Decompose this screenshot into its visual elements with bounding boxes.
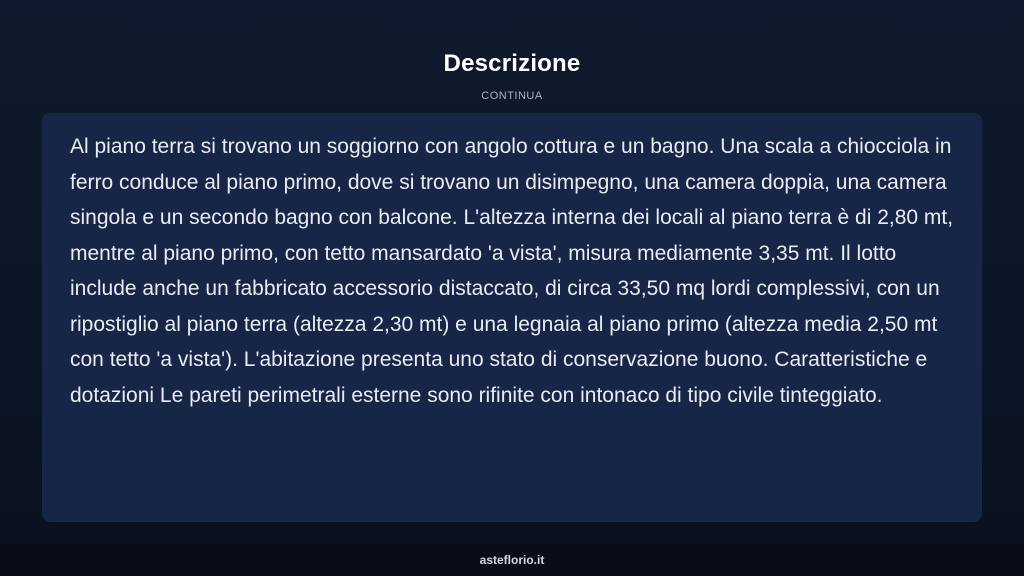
page-title: Descrizione <box>443 50 581 77</box>
description-card <box>42 113 982 522</box>
description-text: Al piano terra si trovano un soggiorno con angolo cottura e un bagno. Una scala a chiocciola in ferro conduce al piano primo, dove si trovano un disimpegno, una camera doppia, una camera singola e un secondo bagno con balcone. L'altezza interna dei locali al piano terra è di 2,80 mt, mentre al piano primo, con tetto mansardato 'a vista', misura mediamente 3,35 mt. Il lotto include anche un fabbricato accessorio distaccato, di circa 33,50 mq lordi complessivi, con un ripostiglio al piano terra (altezza 2,30 mt) e una legnaia al piano primo (altezza media 2,50 mt con tetto 'a vista'). L'abitazione presenta uno stato di conservazione buono. Caratteristiche e dotazioni Le pareti perimetrali esterne sono rifinite con intonaco di tipo civile tinteggiato. <box>70 135 954 407</box>
footer-site-name: asteflorio.it <box>479 553 545 567</box>
footer-bar <box>0 544 1024 576</box>
continue-label: CONTINUA <box>481 90 543 102</box>
